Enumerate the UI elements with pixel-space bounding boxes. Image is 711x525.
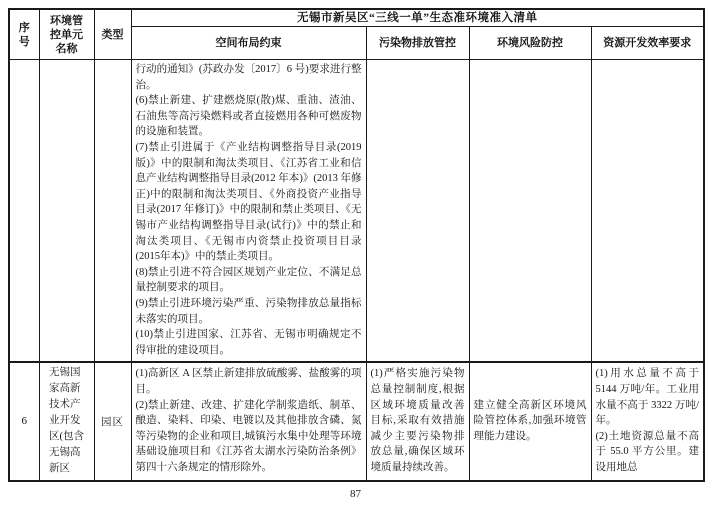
- table-row: [9, 60, 704, 362]
- resource-paragraph: (1)用水总量不高于 5144 万吨/年。工业用水量不高于 3322 万吨/年。: [595, 368, 699, 427]
- cell-spatial-6: [131, 362, 366, 481]
- col-header-resource: 资源开发效率要求: [591, 27, 704, 60]
- unit-name-text: 无锡国家高新技术产业开发区(包含无锡高新区: [49, 367, 84, 474]
- spatial-paragraph: (8)禁止引进不符合园区规划产业定位、不满足总量控制要求的项目。: [135, 266, 362, 294]
- col-header-type: 类型: [94, 9, 131, 60]
- spatial-paragraph: (1)高新区 A 区禁止新建排放硫酸雾、盐酸雾的项目。: [135, 368, 362, 396]
- cell-resource-cont: [591, 60, 704, 362]
- cell-unit-name-6: [39, 362, 94, 481]
- col-header-unit-name-text: 环境管控单元名称: [50, 14, 83, 55]
- cell-pollutant-6: [366, 362, 469, 481]
- table-row: [9, 362, 704, 481]
- cell-resource-6: [591, 362, 704, 481]
- cell-index-cont: [9, 60, 39, 362]
- page-number: 87: [350, 488, 361, 500]
- spatial-paragraph: (9)禁止引进环境污染严重、污染物排放总量指标未落实的项目。: [135, 298, 362, 325]
- cell-risk-cont: [469, 60, 591, 362]
- spatial-paragraph: (7)禁止引进属于《产业结构调整指导目录(2019版)》中的限制和淘汰类项目、《江苏省工业和信息产业结构调整指导目录(2012 年本)》(2013 年修正)中的限制和淘汰类项目、《外商投资产业指导目录(2017 年修订)》中的限制和禁止类项目、《无锡市产业结构调整指导目录(试行)》中的禁止和淘汰类项目、《无锡市内资禁止投资项目目录(2015年本)》中的禁止类项目。: [135, 142, 362, 263]
- cell-type-cont: [94, 60, 131, 362]
- cell-index-6: 6: [9, 362, 39, 481]
- cell-spatial-cont: [131, 60, 366, 362]
- spatial-paragraph: (6)禁止新建、扩建燃烧原(散)煤、重油、渣油、石油焦等高污染燃料或者直接燃用各种可燃废物的设施和装置。: [135, 95, 362, 138]
- col-header-pollutant: 污染物排放管控: [366, 27, 469, 60]
- spatial-paragraph: (2)禁止新建、改建、扩建化学制浆造纸、制革、酿造、染料、印染、电镀以及其他排放含磷、氮等污染物的企业和项目,城镇污水集中处理等环境基础设施项目和《江苏省太湖水污染防治条例》第四十六条规定的情形除外。: [135, 399, 362, 473]
- admission-list-table: [8, 8, 705, 482]
- cell-type-6: 园区: [94, 362, 131, 481]
- cell-risk-6: 建立健全高新区环境风险管控体系,加强环境管理能力建设。: [469, 362, 591, 481]
- resource-paragraph: (2)土地资源总量不高于 55.0 平方公里。建设用地总: [595, 430, 699, 473]
- spatial-paragraph: 行动的通知》(苏政办发〔2017〕6 号)要求进行整治。: [135, 64, 362, 91]
- cell-unit-name-cont: [39, 60, 94, 362]
- col-header-risk: 环境风险防控: [469, 27, 591, 60]
- col-header-index: 序号: [9, 9, 39, 60]
- table-title: 无锡市新吴区“三线一单”生态准环境准入清单: [131, 9, 704, 27]
- pollutant-paragraph: (1)严格实施污染物总量控制制度,根据区域环境质量改善目标,采取有效措施减少主要污染物排放总量,确保区域环境质量持续改善。: [370, 368, 465, 473]
- col-header-spatial: 空间布局约束: [131, 27, 366, 60]
- col-header-unit-name: [39, 9, 94, 60]
- cell-pollutant-cont: [366, 60, 469, 362]
- spatial-paragraph: (10)禁止引进国家、江苏省、无锡市明确规定不得审批的建设项目。: [135, 329, 362, 356]
